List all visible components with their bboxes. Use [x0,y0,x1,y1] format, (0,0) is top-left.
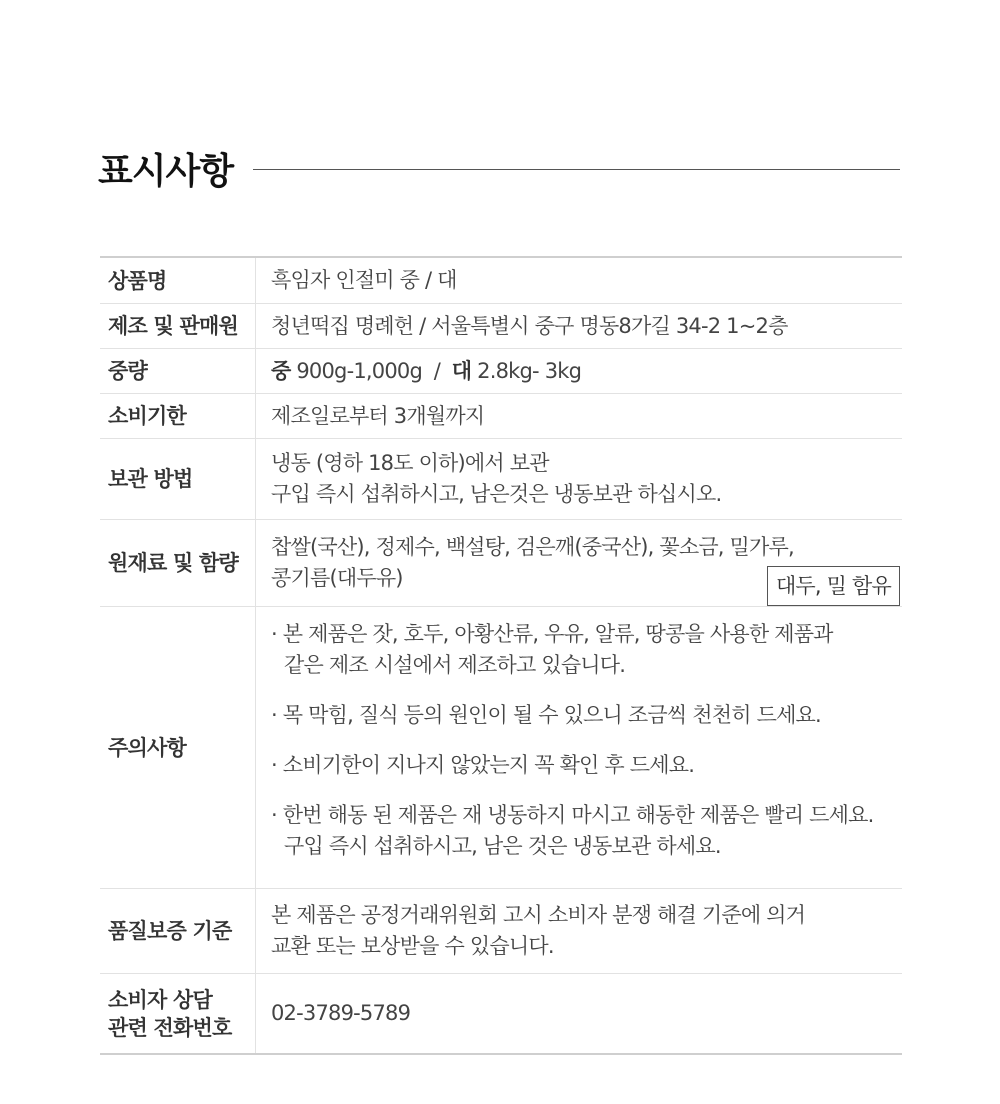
row-expiry [100,394,902,439]
storage-line-1: 냉동 (영하 18도 이하)에서 보관 [271,451,549,475]
allergen-badge: 대두, 밀 함유 [767,566,900,606]
row-weight [100,349,902,394]
weight-text [271,356,898,387]
label-storage: 보관 방법 [100,439,256,519]
caution-item [271,700,898,731]
caution-item [271,750,898,781]
manufacturer-text: 청년떡집 명례헌 / 서울특별시 중구 명동8가길 34-2 1~2층 [271,313,788,338]
label-expiry: 소비기한 [100,394,256,438]
caution-4-line-1: · 한번 해동 된 제품은 재 냉동하지 마시고 해동한 제품은 빨리 드세요. [271,803,874,827]
caution-2-line-1: · 목 막힘, 질식 등의 원인이 될 수 있으니 조금씩 천천히 드세요. [271,703,821,727]
weight-medium-label: 중 [271,358,291,383]
value-product-name [256,258,902,303]
row-consumer-contact [100,974,902,1053]
product-name-text: 흑임자 인절미 중 / 대 [271,268,457,292]
caution-3-line-1: · 소비기한이 지나지 않았는지 꼭 확인 후 드세요. [271,753,695,777]
caution-1-line-2: 같은 제조 시설에서 제조하고 있습니다. [284,653,626,677]
weight-medium-value: 900g-1,000g / [290,358,452,383]
value-consumer-contact [256,974,902,1053]
label-consumer-contact [100,974,256,1053]
value-quality [256,889,902,973]
label-cautions: 주의사항 [100,607,256,888]
caution-item [271,619,898,681]
weight-large-value: 2.8kg- 3kg [471,358,582,383]
row-manufacturer [100,304,902,349]
value-storage [256,439,902,519]
ingredients-line-1: 찹쌀(국산), 정제수, 백설탕, 검은깨(중국산), 꽃소금, 밀가루, [271,535,794,559]
caution-item [271,800,898,862]
label-product-name: 상품명 [100,258,256,303]
label-quality: 품질보증 기준 [100,889,256,973]
expiry-text: 제조일로부터 3개월까지 [271,403,485,428]
label-ingredients: 원재료 및 함량 [100,520,256,606]
caution-4-line-2: 구입 즉시 섭취하시고, 남은 것은 냉동보관 하세요. [284,834,721,858]
row-storage [100,439,902,520]
section-header [98,143,900,193]
ingredients-line-2: 콩기름(대두유) [271,566,403,590]
consumer-label-line-1: 소비자 상담 [108,987,212,1012]
row-product-name [100,258,902,304]
consumer-label-line-2: 관련 전화번호 [108,1015,232,1040]
value-cautions [256,607,902,888]
row-quality [100,889,902,974]
storage-line-2: 구입 즉시 섭취하시고, 남은것은 냉동보관 하십시오. [271,482,722,506]
title-divider [253,169,900,170]
phone-number: 02-3789-5789 [271,1001,411,1025]
value-weight [256,349,902,393]
value-manufacturer [256,304,902,348]
value-ingredients [256,520,902,606]
product-info-table [100,256,902,1055]
row-ingredients [100,520,902,607]
row-cautions [100,607,902,889]
label-weight: 중량 [100,349,256,393]
caution-1-line-1: · 본 제품은 잣, 호두, 아황산류, 우유, 알류, 땅콩을 사용한 제품과 [271,622,833,646]
quality-line-1: 본 제품은 공정거래위원회 고시 소비자 분쟁 해결 기준에 의거 [271,903,806,927]
page-title: 표시사항 [98,150,234,192]
quality-line-2: 교환 또는 보상받을 수 있습니다. [271,934,554,958]
value-expiry [256,394,902,438]
weight-large-label: 대 [451,358,472,383]
label-manufacturer: 제조 및 판매원 [100,304,256,348]
